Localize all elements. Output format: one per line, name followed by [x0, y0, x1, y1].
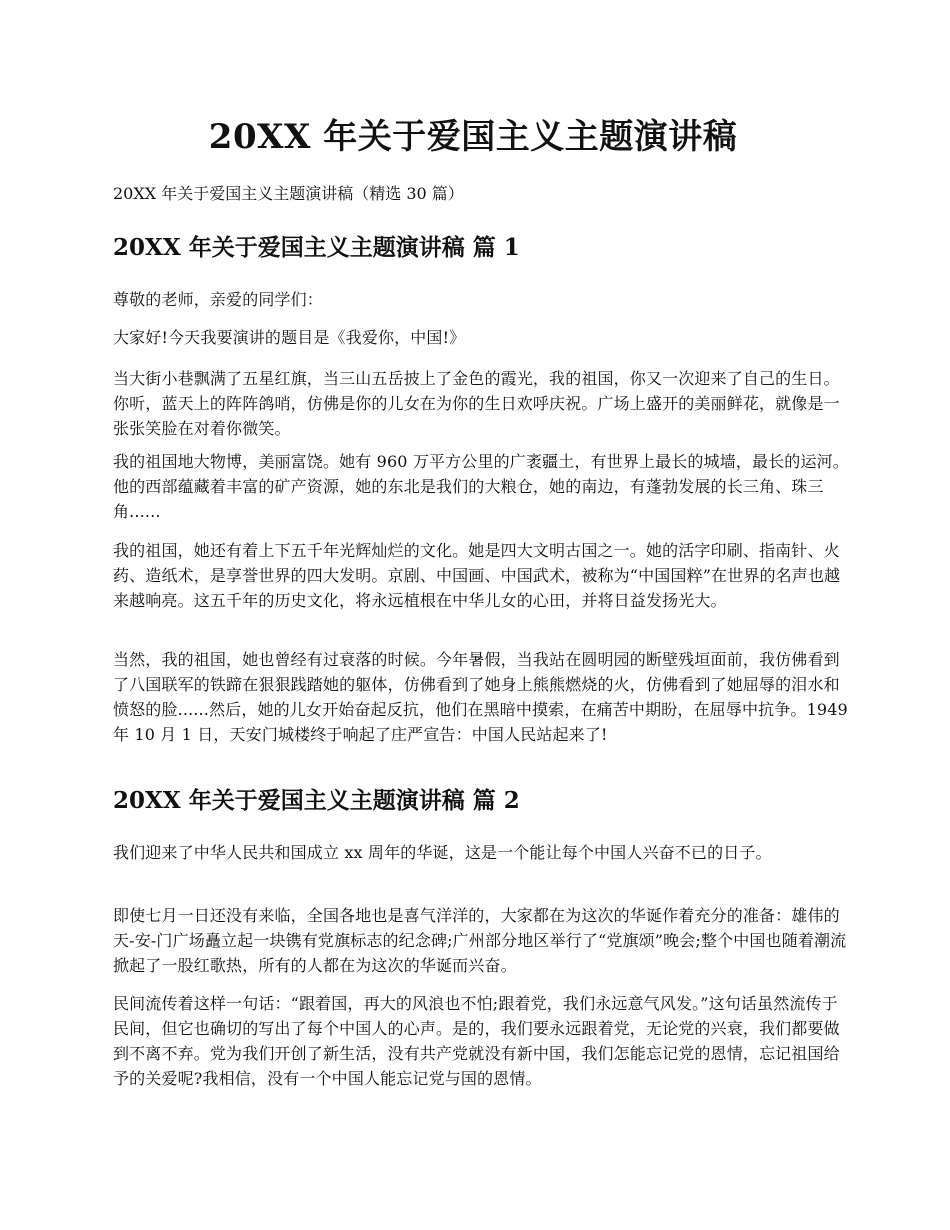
- paragraph: 当大街小巷飘满了五星红旗，当三山五岳披上了金色的霞光，我的祖国，你又一次迎来了自己的生日。你听，蓝天上的阵阵鸽哨，仿佛是你的儿女在为你的生日欢呼庆祝。广场上盛开的美丽鲜花，就像是一张张笑脸在对着你微笑。: [113, 369, 840, 438]
- paragraph: 当然，我的祖国，她也曾经有过衰落的时候。今年暑假，当我站在圆明园的断壁残垣面前，我仿佛看到了八国联军的铁蹄在狠狠践踏她的躯体，仿佛看到了她身上熊熊燃烧的火，仿佛看到了她屈辱的泪水和愤怒的脸......然后，她的儿女开始奋起反抗，他们在黑暗中摸索，在痛苦中期盼，在屈辱中抗争。1949 年 10 月 1 日，天安门城楼终于响起了庄严宣告：中国人民站起来了!: [113, 650, 848, 744]
- paragraph: 我的祖国，她还有着上下五千年光辉灿烂的文化。她是四大文明古国之一。她的活字印刷、指南针、火药、造纸术，是享誉世界的四大发明。京剧、中国画、中国武术，被称为“中国国粹”在世界的名声也越来越响亮。这五千年的历史文化，将永远植根在中华儿女的心田，并将日益发扬光大。: [113, 541, 841, 610]
- section-heading-1: 20XX 年关于爱国主义主题演讲稿 篇 1: [113, 234, 520, 261]
- paragraph: 即使七月一日还没有来临，全国各地也是喜气洋洋的，大家都在为这次的华诞作着充分的准备：雄伟的天-安-门广场矗立起一块镌有党旗标志的纪念碑;广州部分地区举行了“党旗颂”晚会;整个中国也随着潮流掀起了一股红歌热，所有的人都在为这次的华诞而兴奋。: [113, 906, 847, 975]
- paragraph: 尊敬的老师，亲爱的同学们：: [113, 290, 323, 309]
- document-subtitle: 20XX 年关于爱国主义主题演讲稿（精选 30 篇）: [113, 184, 464, 203]
- section-heading-2: 20XX 年关于爱国主义主题演讲稿 篇 2: [113, 787, 520, 814]
- paragraph: 我的祖国地大物博，美丽富饶。她有 960 万平方公里的广袤疆土，有世界上最长的城墙，最长的运河。他的西部蕴藏着丰富的矿产资源，她的东北是我们的大粮仓，她的南边，有蓬勃发展的长三角、珠三角......: [113, 452, 849, 521]
- document-title: 20XX 年关于爱国主义主题演讲稿: [208, 117, 738, 157]
- paragraph: 民间流传着这样一句话：“跟着国，再大的风浪也不怕;跟着党，我们永远意气风发。”这句话虽然流传于民间，但它也确切的写出了每个中国人的心声。是的，我们要永远跟着党，无论党的兴衰，我们都要做到不离不弃。党为我们开创了新生活，没有共产党就没有新中国，我们怎能忘记党的恩情，忘记祖国给予的关爱呢?我相信，没有一个中国人能忘记党与国的恩情。: [113, 994, 840, 1088]
- paragraph: 我们迎来了中华人民共和国成立 xx 周年的华诞，这是一个能让每个中国人兴奋不已的日子。: [113, 843, 772, 862]
- paragraph: 大家好!今天我要演讲的题目是《我爱你，中国!》: [113, 328, 466, 347]
